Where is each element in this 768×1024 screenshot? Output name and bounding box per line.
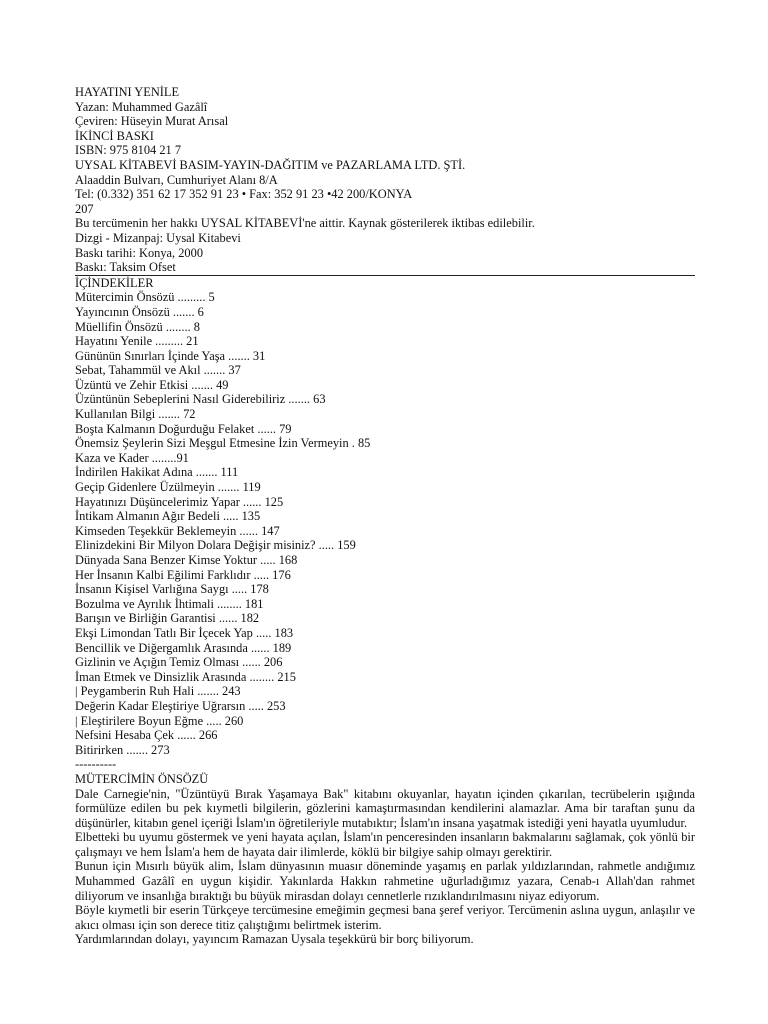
toc-item: Dünyada Sana Benzer Kimse Yoktur ..... 168 [75,553,298,567]
publisher-line: UYSAL KİTABEVİ BASIM-YAYIN-DAĞITIM ve PAZARLAMA LTD. ŞTİ. [75,157,466,172]
toc-item: Müellifin Önsözü ........ 8 [75,319,200,334]
toc-item: Ekşi Limondan Tatlı Bir İçecek Yap ..... 183 [75,625,294,640]
toc-item: Kaza ve Kader ........91 [75,450,189,465]
toc-item: Değerin Kadar Eleştiriye Uğrarsın ..... 253 [75,698,286,713]
toc-list [75,290,695,757]
number-line: 207 [75,201,94,216]
toc-item: Elinizdekini Bir Milyon Dolara Değişir misiniz? ..... 159 [75,538,356,553]
toc-item: Hayatını Yenile ......... 21 [75,334,199,349]
toc-item: | Eleştirilere Boyun Eğme ..... 260 [75,713,244,728]
edition-line: İKİNCİ BASKI [75,128,154,143]
toc-heading: İÇİNDEKİLER [75,275,154,290]
toc-item: Kimseden Teşekkür Beklemeyin ...... 147 [75,523,280,538]
preface-heading: MÜTERCİMİN ÖNSÖZÜ [75,771,209,786]
toc-item: Her İnsanın Kalbi Eğilimi Farklıdır ..... 176 [75,567,291,582]
preface-paragraph: Yardımlarından dolayı, yayıncım Ramazan Uysala teşekkürü bir borç biliyorum. [75,932,474,947]
preface-paragraph: Dale Carnegie'nin, "Üzüntüyü Bırak Yaşamaya Bak" kitabını okuyanlar, hayatın içinden çıkarılan, tecrübelerin ışığında formülüze edilen bu pek kıymetli bilgilerin, gözlerini kamaştırmasından kendilerini alamazlar. Ama bir taraftan şunu da düşünürler, kitabın genel içeriği İslam'ın öğretileriyle mutabıktır; İslam'ın insana yaşatmak istediği yeni hayatla uyumludur. [75,786,695,830]
preface-paragraph: Bunun için Mısırlı büyük alim, İslam dünyasının muasır döneminde yaşamış en parlak yıldızlarından, rahmetle andığımız Muhammed Gazâlî en uygun kişidir. Yakınlarda Hakkın rahmetine uğurladığımız yazara, Cenab-ı Allah'dan rahmet diliyorum ve insanlığa bıraktığı bu büyük mirasdan dolayı cennetlerle rızıklandırılmasını niyaz ediyorum. [75,859,695,903]
toc-item: Mütercimin Önsözü ......... 5 [75,290,215,305]
separator-line: ---------- [75,757,117,772]
toc-item: Önemsiz Şeylerin Sizi Meşgul Etmesine İzin Vermeyin . 85 [75,436,371,451]
toc-item: | Peygamberin Ruh Hali ....... 243 [75,684,241,699]
toc-item: Gizlinin ve Açığın Temiz Olması ...... 206 [75,655,283,670]
toc-item: İman Etmek ve Dinsizlik Arasında ........ 215 [75,669,296,684]
translator-line: Çeviren: Hüseyin Murat Arısal [75,114,229,129]
toc-item: Kullanılan Bilgi ....... 72 [75,407,196,422]
copyright-line: Bu tercümenin her hakkı UYSAL KİTABEVİ'ne aittir. Kaynak gösterilerek iktibas edilebilir. [75,216,535,231]
toc-item: Bozulma ve Ayrılık İhtimali ........ 181 [75,596,264,611]
toc-item: İnsanın Kişisel Varlığına Saygı ..... 178 [75,582,269,597]
print-date-line: Baskı tarihi: Konya, 2000 [75,245,204,260]
toc-item: Gününün Sınırları İçinde Yaşa ....... 31 [75,348,266,363]
document-page [75,85,695,947]
author-line: Yazan: Muhammed Gazâlî [75,99,208,114]
layout-credit-line: Dizgi - Mizanpaj: Uysal Kitabevi [75,230,241,245]
toc-item: Boşta Kalmanın Doğurduğu Felaket ...... 79 [75,421,292,436]
isbn-line: ISBN: 975 8104 21 7 [75,143,182,158]
toc-item: Bitirirken ....... 273 [75,742,170,757]
toc-item: Nefsini Hesaba Çek ...... 266 [75,728,218,743]
toc-item: İntikam Almanın Ağır Bedeli ..... 135 [75,509,261,524]
toc-item: Üzüntü ve Zehir Etkisi ....... 49 [75,377,229,392]
phone-line: Tel: (0.332) 351 62 17 352 91 23 • Fax: 352 91 23 •42 200/KONYA [75,187,413,202]
toc-item: Geçip Gidenlere Üzülmeyin ....... 119 [75,480,261,495]
toc-item: Bencillik ve Diğergamlık Arasında ...... 189 [75,640,292,655]
toc-item: Barışın ve Birliğin Garantisi ...... 182 [75,611,260,626]
printer-line: Baskı: Taksim Ofset [75,260,176,275]
toc-item: İndirilen Hakikat Adına ....... 111 [75,465,239,480]
address-line: Alaaddin Bulvarı, Cumhuriyet Alanı 8/A [75,172,278,187]
book-title: HAYATINI YENİLE [75,85,180,99]
preface-paragraph: Elbetteki bu uyumu göstermek ve yeni hayata açılan, İslam'ın penceresinden insanların bakmalarını sağlamak, çok yönlü bir çalışmayı ve hem İslam'a hem de hayata dair ilimlerde, köklü bir bilgiye sahip olmayı gerektirir. [75,830,695,859]
toc-item: Hayatınızı Düşüncelerimiz Yapar ...... 125 [75,494,284,509]
toc-item: Yayıncının Önsözü ....... 6 [75,304,204,319]
toc-item: Üzüntünün Sebeplerini Nasıl Giderebiliriz ....... 63 [75,392,326,407]
toc-item: Sebat, Tahammül ve Akıl ....... 37 [75,363,241,378]
preface-body [75,787,695,948]
preface-paragraph: Böyle kıymetli bir eserin Türkçeye tercümesine emeğimin geçmesi bana şeref veriyor. Tercümenin aslına uygun, anlaşılır ve akıcı olması için son derece titiz çalıştığımı belirtmek isterim. [75,903,695,932]
